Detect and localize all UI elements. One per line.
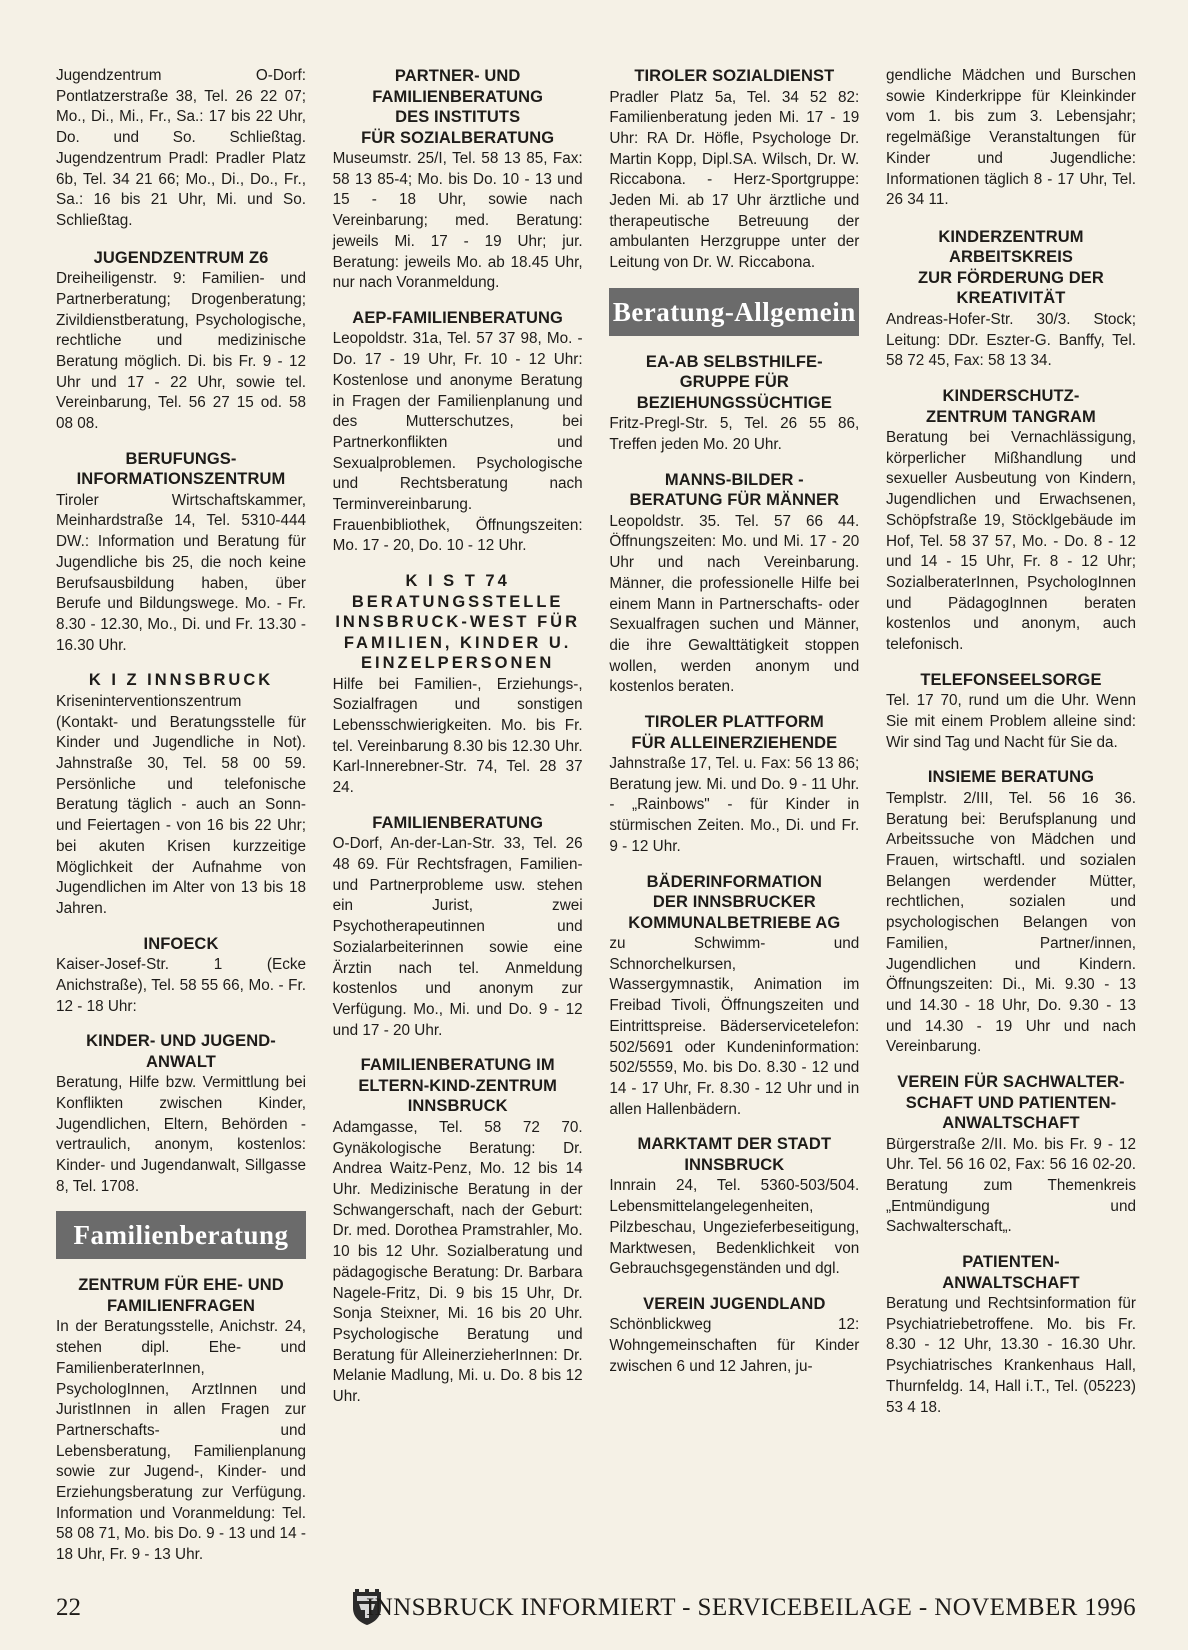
entry-heading: VEREIN JUGENDLAND xyxy=(643,1294,826,1313)
directory-entry xyxy=(886,227,1136,372)
directory-entry xyxy=(56,934,306,1018)
entry-body: Fritz-Pregl-Str. 5, Tel. 26 55 86, Treffen jeden Mo. 20 Uhr. xyxy=(609,415,860,454)
column-2 xyxy=(333,66,583,1556)
entry-heading: FAMILIENBERATUNG xyxy=(372,813,544,832)
entry-body: Dreiheiligenstr. 9: Familien- und Partnerberatung; Drogenberatung; Zivildienstberatung, Psychologische, rechtliche und medizinische Beratung möglich. Di. bis Fr. 9 - 12 Uhr und 17 - 22 Uhr, sowie tel. Vereinbarung, Tel. 56 27 15 od. 58 08 08. xyxy=(56,270,306,433)
entry-body: Kriseninterventionszentrum (Kontakt- und Beratungsstelle für Kinder und Jugendliche in Not). Jahnstraße 30, Tel. 58 00 59. Persönliche und telefonische Beratung täglich - auch an Sonn- und Feiertagen - von 16 bis 22 Uhr; bei akuten Krisen kurzzeitige Möglichkeit der Aufnahme von Jugendlichen im Alter von 13 bis 18 Jahren. xyxy=(56,692,306,917)
directory-entry xyxy=(333,571,583,799)
entry-heading: AEP-FAMILIENBERATUNG xyxy=(352,308,563,327)
entry-heading: TIROLER SOZIALDIENST xyxy=(634,67,835,85)
directory-entry xyxy=(609,352,859,456)
entry-body: Bürgerstraße 2/II. Mo. bis Fr. 9 - 12 Uhr. Tel. 56 16 02, Fax: 56 16 02-20. Beratung zum Themenkreis „Entmündigung und Sachwalterschaft„. xyxy=(885,1135,1136,1236)
entry-heading: MARKTAMT DER STADT INNSBRUCK xyxy=(637,1135,832,1174)
entry-body: Beratung bei Vernachlässigung, körperlicher Mißhandlung und sexueller Ausbeutung von Kindern, Jugendlichen und Erwachsenen, Schöpfstraße 19, Stöcklgebäude im Hof, Tel. 58 37 57, Mo. - Do. 8 - 12 und 14 - 15 Uhr, Fr. 8 - 12 Uhr; SozialberaterInnen, PsychologInnen und PädagogInnen beraten kostenlos und anonym, auch telefonisch. xyxy=(885,429,1136,654)
section-banner: Familienberatung xyxy=(56,1211,306,1259)
directory-entry xyxy=(886,1252,1136,1418)
directory-entry xyxy=(56,1031,306,1197)
entry-body: Adamgasse, Tel. 58 72 70. Gynäkologische Beratung: Dr. Andrea Waitz-Penz, Mo. 12 bis 14 Uhr. Medizinische Beratung in der Schwangerschaft, nach der Geburt: Dr. med. Dorothea Pramstrahler, Mo. 10 bis 12 Uhr. Sozialberatung und pädagogische Beratung: Dr. Barbara Nagele-Fritz, Di. 9 bis 15 Uhr, Dr. Sonja Steixner, Mi. 16 bis 20 Uhr. Psychologische Beratung und Beratung für AlleinerzieherInnen: Dr. Melanie Madlung, Mi. u. Do. 8 bis 12 Uhr. xyxy=(332,1118,583,1406)
entry-heading: VEREIN FÜR SACHWALTER- SCHAFT UND PATIENTEN- ANWALTSCHAFT xyxy=(897,1073,1125,1133)
directory-entry xyxy=(56,449,306,657)
entry-heading: KINDER- UND JUGEND- ANWALT xyxy=(86,1032,276,1071)
directory-entry xyxy=(609,1294,859,1378)
entry-heading: PATIENTEN- ANWALTSCHAFT xyxy=(942,1253,1080,1292)
entry-body: Tel. 17 70, rund um die Uhr. Wenn Sie mit einem Problem alleine sind: Wir sind Tag und Nacht für Sie da. xyxy=(885,692,1136,751)
directory-entry xyxy=(886,66,1136,211)
entry-body: Innrain 24, Tel. 5360-503/504. Lebensmittelangelegenheiten, Pilzbeschau, Ungezieferbeseitigung, Marktwesen, Bedenklichkeit von Gebrauchsgegenständen und dgl. xyxy=(609,1177,860,1278)
entry-heading: BÄDERINFORMATION DER INNSBRUCKER KOMMUNALBETRIEBE AG xyxy=(628,872,841,932)
directory-entry xyxy=(609,470,859,698)
directory-entry xyxy=(886,386,1136,656)
directory-entry xyxy=(609,1134,859,1280)
entry-body: In der Beratungsstelle, Anichstr. 24, stehen dipl. Ehe- und FamilienberaterInnen, PsychologInnen, ArztInnen und JuristInnen in allen Fragen zur Partnerschafts- und Lebensberatung, Familienplanung sowie zur Jugend-, Kinder- und Erziehungsberatung zur Verfügung. Information und Voranmeldung: Tel. 58 08 71, Mo. bis Do. 9 - 13 und 14 - 18 Uhr, Fr. 9 - 13 Uhr. xyxy=(56,1318,306,1564)
section-banner: Beratung-Allgemein xyxy=(609,288,859,336)
entry-heading: TIROLER PLATTFORM FÜR ALLEINERZIEHENDE xyxy=(631,713,838,752)
entry-body: O-Dorf, An-der-Lan-Str. 33, Tel. 26 48 69. Für Rechtsfragen, Familien- und Partnerprobleme usw. stehen ein Jurist, zwei Psychotherapeutinnen und Sozialarbeiterinnen sowie eine Ärztin nach tel. Anmeldung kostenlos und anonym zur Verfügung. Mo., Mi. und Do. 9 - 12 und 17 - 20 Uhr. xyxy=(332,835,583,1039)
directory-entry xyxy=(886,1072,1136,1238)
directory-entry xyxy=(609,872,859,1121)
column-4 xyxy=(886,66,1136,1556)
entry-body: Tiroler Wirtschaftskammer, Meinhardstraße 14, Tel. 5310-444 DW.: Information und Beratung für Jugendliche bis 25, die noch keine Berufsausbildung haben, über Berufe und Bildungswege. Mo. - Fr. 8.30 - 12.30, Mo., Di. und Fr. 13.30 - 16.30 Uhr. xyxy=(56,491,306,654)
publication-title: INNSBRUCK INFORMIERT - SERVICEBEILAGE - NOVEMBER 1996 xyxy=(365,1594,1136,1621)
column-3 xyxy=(609,66,859,1556)
directory-entry xyxy=(886,767,1136,1058)
directory-entry xyxy=(56,248,306,435)
entry-body: Hilfe bei Familien-, Erziehungs-, Sozialfragen und sonstigen Lebensschwierigkeiten. Mo. bis Fr. tel. Vereinbarung 8.30 bis 12.30 Uhr. Karl-Innerebner-Str. 74, Tel. 28 37 24. xyxy=(332,675,583,797)
entry-body: Jahnstraße 17, Tel. u. Fax: 56 13 86; Beratung jew. Mi. und Do. 9 - 11 Uhr. - „Rainbows" - für Kinder in stürmischen Zeiten. Mo., Di. und Fr. 9 - 12 Uhr. xyxy=(609,755,860,855)
entry-body: Kaiser-Josef-Str. 1 (Ecke Anichstraße), Tel. 58 55 66, Mo. - Fr. 12 - 18 Uhr: xyxy=(56,956,306,1015)
entry-body: Leopoldstr. 31a, Tel. 57 37 98, Mo. - Do. 17 - 19 Uhr, Fr. 10 - 12 Uhr: Kostenlose und anonyme Beratung in Fragen der Familienplanung und des Mutterschutzes, bei Partnerkonflikten und Sexualproblemen. Psychologische und Rechtsberatung nach Terminvereinbarung. Frauenbibliothek, Öffnungszeiten: Mo. 17 - 20, Do. 10 - 12 Uhr. xyxy=(332,330,583,555)
page-footer xyxy=(56,1588,1136,1628)
directory-entry xyxy=(886,670,1136,754)
entry-heading: EA-AB SELBSTHILFE- GRUPPE FÜR BEZIEHUNGSSÜCHTIGE xyxy=(636,352,832,412)
entry-body: Pradler Platz 5a, Tel. 34 52 82: Familienberatung jeden Mi. 17 - 19 Uhr: RA Dr. Höfle, Psychologe Dr. Martin Kopp, Dipl.SA. Wilsch, Dr. W. Riccabona. - Herz-Sportgruppe: Jeden Mi. ab 17 Uhr ärztliche und therapeutische Betreuung der ambulanten Herzgruppe unter der Leitung von Dr. W. Riccabona. xyxy=(609,88,860,272)
directory-entry xyxy=(333,66,583,294)
entry-body: Museumstr. 25/I, Tel. 58 13 85, Fax: 58 13 85-4; Mo. bis Do. 10 - 13 und 15 - 18 Uhr, sowie nach Vereinbarung; med. Beratung: jeweils Mi. 17 - 19 Uhr; jur. Beratung: jeweils Mo. ab 18.45 Uhr, nur nach Voranmeldung. xyxy=(332,150,583,292)
entry-heading: K I S T 74 BERATUNGSSTELLE INNSBRUCK-WEST FÜR FAMILIEN, KINDER U. EINZELPERSONEN xyxy=(335,572,580,673)
entry-body: Leopoldstr. 35. Tel. 57 66 44. Öffnungszeiten: Mo. und Mi. 17 - 20 Uhr und nach Vereinbarung. Männer, die professionelle Hilfe bei einem Mann in Partnerschafts- oder Sexualfragen suchen und Männer, die ihre Gewalttätigkeit stoppen wollen, werden anonym und kostenlos beraten. xyxy=(609,512,860,696)
entry-body: zu Schwimm- und Schnorchelkursen, Wassergymnastik, Animation im Freibad Tivoli, Öffnungszeiten und Eintrittspreise. Bäderservicetelefon: 502/5691 oder Kundeninformation: 502/5559, Mo. bis Do. 8.30 - 12 und 14 - 17 Uhr, Fr. 8.30 - 12 Uhr und in allen Hallenbädern. xyxy=(609,935,860,1118)
entry-heading: ZENTRUM FÜR EHE- UND FAMILIENFRAGEN xyxy=(78,1276,284,1315)
entry-heading: TELEFONSEELSORGE xyxy=(920,670,1102,689)
entry-body: Jugendzentrum O-Dorf: Pontlatzerstraße 38, Tel. 26 22 07; Mo., Di., Mi., Fr., Sa.: 17 bis 22 Uhr, Do. und So. Schließtag. Jugendzentrum Pradl: Pradler Platz 6b, Tel. 34 21 66; Mo., Di., Do., Fr., Sa.: 16 bis 21 Uhr, Mi. und So. Schließtag. xyxy=(56,67,306,229)
entry-heading: MANNS-BILDER - BERATUNG FÜR MÄNNER xyxy=(629,470,840,510)
entry-heading: PARTNER- UND FAMILIENBERATUNG DES INSTITUTS FÜR SOZIALBERATUNG xyxy=(361,67,555,147)
entry-heading: INFOECK xyxy=(143,934,219,953)
entry-body: Beratung und Rechtsinformation für Psychiatriebetroffene. Mo. bis Fr. 8.30 - 12 Uhr, 13.30 - 16.30 Uhr. Psychiatrisches Krankenhaus Hall, Thurnfeldg. 14, Hall i.T., Tel. (05223) 53 4 18. xyxy=(885,1295,1136,1416)
columns xyxy=(56,66,1136,1564)
directory-entry xyxy=(56,1275,306,1565)
entry-body: Schönblickweg 12: Wohngemeinschaften für Kinder zwischen 6 und 12 Jahren, ju- xyxy=(609,1316,860,1375)
entry-heading: BERUFUNGS- INFORMATIONSZENTRUM xyxy=(76,449,286,489)
entry-heading: INSIEME BERATUNG xyxy=(927,768,1095,787)
entry-body: Templstr. 2/III, Tel. 56 16 36. Beratung bei: Berufsplanung und Arbeitssuche von Mädchen und Frauen, wirtschaftl. und sozialen Belangen werdender Mütter, rechtlichen, sozialen und psychologischen Belangen von Familien, Partner/innen, Jugendlichen und Kindern. Öffnungszeiten: Di., Mi. 9.30 - 13 und 14.30 - 18 Uhr, Do. 9.30 - 13 und 14.30 - 19 Uhr und nach Vereinbarung. xyxy=(885,789,1136,1056)
page-number: 22 xyxy=(56,1594,81,1621)
entry-body: gendliche Mädchen und Burschen sowie Kinderkrippe für Kleinkinder vom 1. bis zum 3. Lebensjahr; regelmäßige Veranstaltungen für Kinder und Jugendliche: Informationen täglich 8 - 17 Uhr, Tel. 26 34 11. xyxy=(885,67,1136,209)
directory-entry xyxy=(333,813,583,1042)
entry-heading: KINDERSCHUTZ- ZENTRUM TANGRAM xyxy=(926,387,1096,426)
directory-entry xyxy=(609,712,859,858)
directory-entry xyxy=(56,670,306,919)
entry-heading: K I Z INNSBRUCK xyxy=(88,671,274,690)
directory-entry xyxy=(609,66,859,274)
entry-heading: KINDERZENTRUM ARBEITSKREIS ZUR FÖRDERUNG DER KREATIVITÄT xyxy=(917,227,1104,308)
directory-entry xyxy=(333,308,583,557)
directory-entry xyxy=(333,1055,583,1407)
entry-heading: FAMILIENBERATUNG IM ELTERN-KIND-ZENTRUM INNSBRUCK xyxy=(358,1056,557,1116)
column-1 xyxy=(56,66,306,1564)
entry-body: Andreas-Hofer-Str. 30/3. Stock; Leitung: DDr. Eszter-G. Banffy, Tel. 58 72 45, Fax: 58 13 34. xyxy=(885,310,1136,370)
entry-heading: JUGENDZENTRUM Z6 xyxy=(93,248,269,267)
directory-entry xyxy=(56,66,306,232)
entry-body: Beratung, Hilfe bzw. Vermittlung bei Konflikten zwischen Kinder, Jugendlichen, Eltern, Behörden - vertraulich, anonym, kostenlos: Kinder- und Jugendanwalt, Sillgasse 8, Tel. 1708. xyxy=(56,1074,306,1195)
